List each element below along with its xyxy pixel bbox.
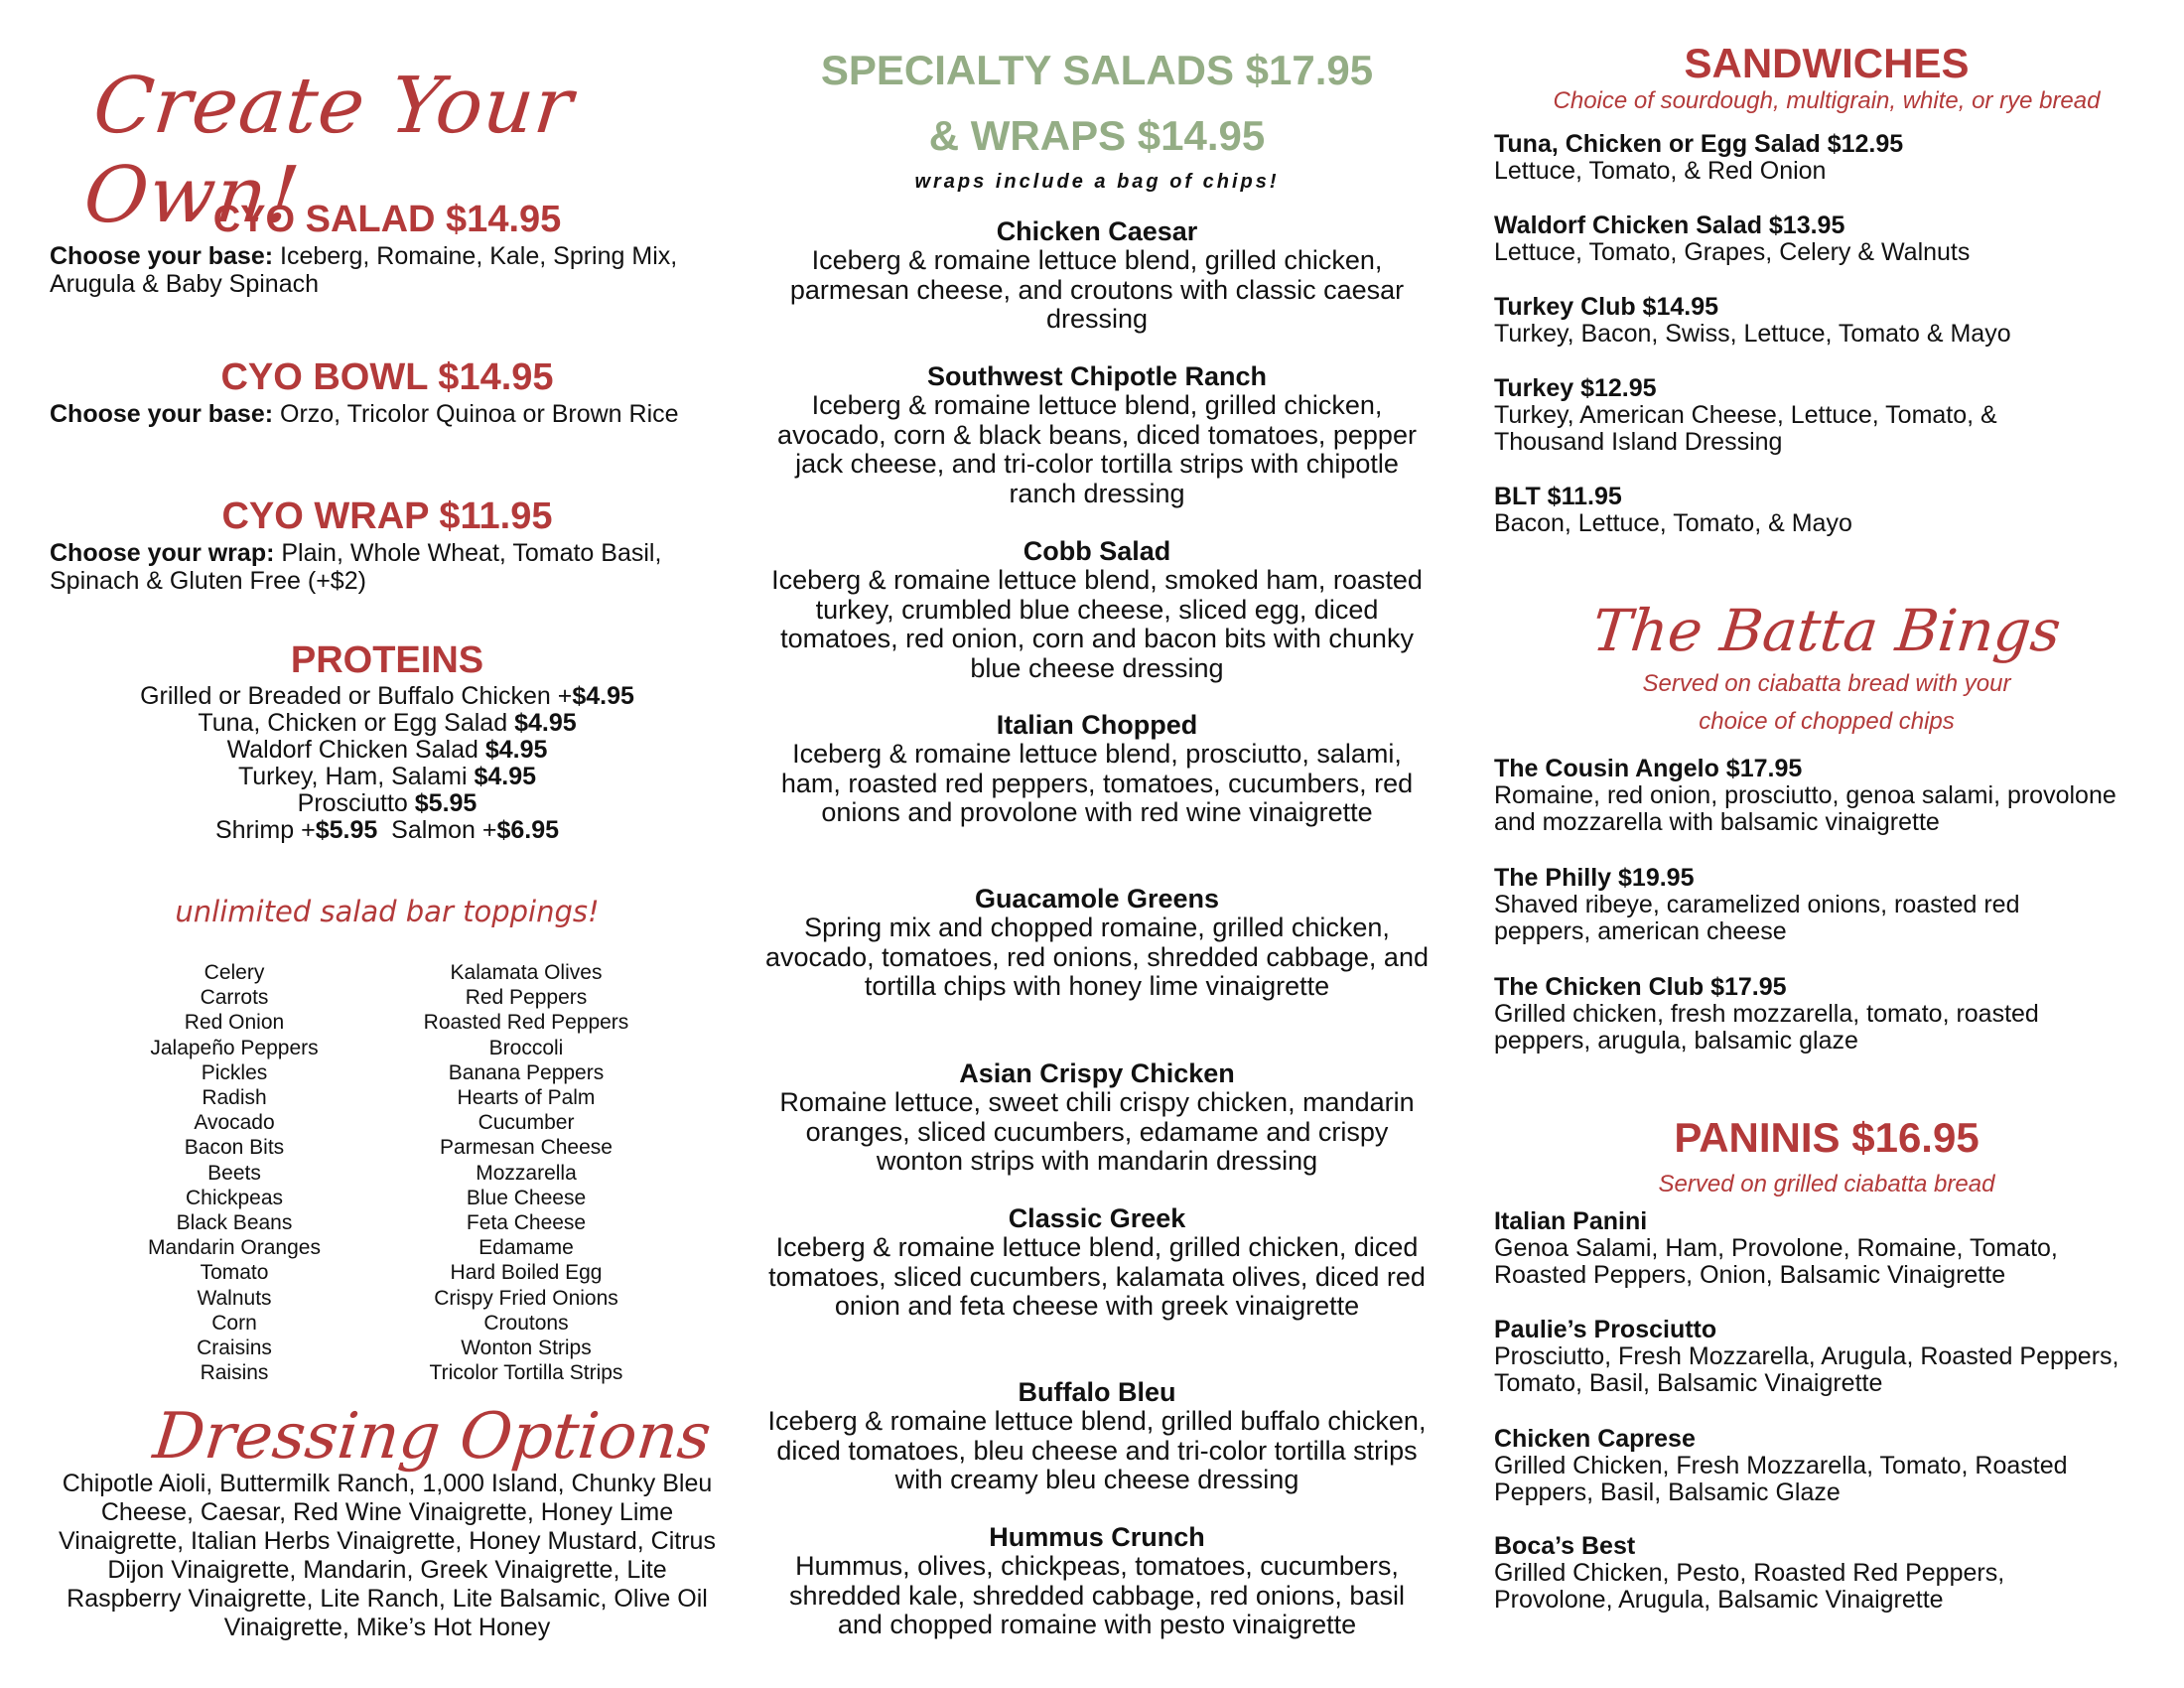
protein-price: $6.95: [496, 816, 560, 844]
topping-item: Beets: [207, 1161, 261, 1185]
topping-item: Radish: [202, 1086, 267, 1110]
cyo-salad-base: [50, 242, 725, 298]
salad-desc: Hummus, olives, chickpeas, tomatoes, cucumbers, shredded kale, shredded cabbage, red onions, basil and chopped romaine with pesto vinaigrette: [789, 1551, 1405, 1639]
salad-name: Hummus Crunch: [989, 1522, 1205, 1552]
cyo-salad-title: CYO SALAD $14.95: [212, 199, 562, 240]
topping-item: Jalapeño Peppers: [150, 1036, 319, 1059]
salad-name: Asian Crispy Chicken: [959, 1058, 1235, 1088]
topping-item: Tomato: [200, 1261, 269, 1285]
topping-item: Blue Cheese: [466, 1186, 587, 1209]
cyo-salad-section: [50, 197, 725, 298]
salad-desc: Iceberg & romaine lettuce blend, grilled chicken, parmesan cheese, and croutons with classic caesar dressing: [789, 245, 1405, 334]
panini-item: [1494, 1425, 2139, 1506]
batta-bings-header: [1494, 596, 2159, 741]
panini-name: Chicken Caprese: [1494, 1425, 1696, 1453]
topping-item: Chickpeas: [185, 1186, 284, 1209]
topping-item: Parmesan Cheese: [440, 1136, 613, 1160]
cyo-bowl-title: CYO BOWL $14.95: [220, 356, 554, 398]
salad-item: [764, 361, 1430, 508]
topping-item: Avocado: [194, 1111, 275, 1135]
topping-item: Bacon Bits: [184, 1136, 285, 1160]
paninis-subtitle: Served on grilled ciabatta bread: [1658, 1171, 1995, 1197]
cyo-bowl-base-label: Choose your base:: [50, 400, 274, 428]
protein-name: Grilled or Breaded or Buffalo Chicken +: [140, 682, 573, 710]
salad-item: [764, 1058, 1430, 1177]
salad-name: Italian Chopped: [996, 710, 1198, 740]
protein-name: Shrimp +: [214, 816, 316, 844]
salad-desc: Iceberg & romaine lettuce blend, grilled buffalo chicken, diced tomatoes, bleu cheese and tri-color tortilla strips with creamy bleu cheese dressing: [767, 1406, 1427, 1494]
topping-item: Craisins: [197, 1336, 272, 1360]
salad-name: Cobb Salad: [1023, 536, 1171, 566]
salad-desc: Iceberg & romaine lettuce blend, smoked ham, roasted turkey, crumbled blue cheese, sliced egg, diced tomatoes, red onion, corn and bacon bits with chunky blue cheese dressing: [771, 565, 1423, 683]
topping-item: Raisins: [200, 1361, 269, 1385]
panini-name: Boca’s Best: [1494, 1532, 1636, 1560]
topping-item: Mozzarella: [476, 1161, 577, 1185]
cyo-salad-base-text: Iceberg, Romaine, Kale, Spring Mix, Arugula & Baby Spinach: [50, 242, 678, 298]
toppings-title-wrap: [50, 894, 725, 929]
topping-item: Cucumber: [478, 1111, 575, 1135]
panini-item: [1494, 1532, 2090, 1614]
cyo-bowl-section: [50, 354, 725, 428]
protein-price: $4.95: [514, 709, 577, 737]
topping-item: Red Peppers: [465, 986, 588, 1010]
topping-item: Mandarin Oranges: [148, 1236, 321, 1260]
topping-item: Croutons: [483, 1311, 569, 1335]
topping-item: Corn: [211, 1311, 257, 1335]
proteins-list: [50, 683, 725, 844]
sandwich-desc: Turkey, Bacon, Swiss, Lettuce, Tomato & Mayo: [1494, 320, 2011, 348]
batta-bing-name: The Cousin Angelo $17.95: [1494, 755, 1803, 782]
sandwiches-header: [1494, 40, 2159, 115]
sandwich-desc: Bacon, Lettuce, Tomato, & Mayo: [1494, 509, 1852, 537]
sandwich-name: Tuna, Chicken or Egg Salad $12.95: [1494, 130, 1904, 158]
panini-name: Paulie’s Prosciutto: [1494, 1316, 1717, 1343]
specialty-title-line2: & WRAPS $14.95: [928, 112, 1266, 159]
salad-name: Guacamole Greens: [974, 884, 1220, 914]
protein-name: Turkey, Ham, Salami: [237, 763, 475, 790]
protein-name: Waldorf Chicken Salad: [226, 736, 485, 764]
cyo-wrap-base-text: Plain, Whole Wheat, Tomato Basil, Spinach & Gluten Free (+$2): [50, 539, 662, 595]
sandwiches-title: SANDWICHES: [1684, 40, 1970, 86]
protein-price: $4.95: [572, 682, 634, 710]
salad-name: Buffalo Bleu: [1018, 1377, 1176, 1407]
salad-item: [764, 216, 1430, 335]
salad-item: [764, 1522, 1430, 1640]
paninis-header: [1494, 1110, 2159, 1203]
protein-name: Tuna, Chicken or Egg Salad: [198, 709, 515, 737]
salad-name: Southwest Chipotle Ranch: [926, 361, 1267, 391]
protein-price: $5.95: [414, 789, 478, 817]
topping-item: Tricolor Tortilla Strips: [429, 1361, 623, 1385]
batta-bing-desc: Grilled chicken, fresh mozzarella, tomato, roasted peppers, arugula, balsamic glaze: [1494, 1000, 2039, 1055]
batta-bing-item: [1494, 973, 2110, 1055]
topping-item: Black Beans: [176, 1211, 293, 1235]
paninis-title: PANINIS $16.95: [1674, 1114, 1979, 1161]
cyo-wrap-section: [50, 493, 725, 595]
sandwich-desc: Turkey, American Cheese, Lettuce, Tomato, & Thousand Island Dressing: [1494, 401, 1997, 456]
salad-item: [764, 1377, 1430, 1495]
protein-line: [50, 764, 725, 790]
salad-desc: Iceberg & romaine lettuce blend, prosciutto, salami, ham, roasted red peppers, tomatoes, cucumbers, red onions and provolone with red wine vinaigrette: [780, 739, 1414, 827]
sandwich-item: [1494, 293, 2159, 348]
protein-line: [50, 817, 725, 844]
salad-name: Chicken Caesar: [996, 216, 1198, 246]
specialty-title-line1: SPECIALTY SALADS $17.95: [820, 47, 1374, 93]
batta-bing-item: [1494, 864, 2110, 945]
panini-desc: Grilled Chicken, Fresh Mozzarella, Tomato, Roasted Peppers, Basil, Balsamic Glaze: [1494, 1452, 2068, 1506]
sandwich-name: BLT $11.95: [1494, 483, 1622, 510]
topping-item: Pickles: [201, 1060, 268, 1084]
salad-desc: Spring mix and chopped romaine, grilled chicken, avocado, tomatoes, red onions, shredded cabbage, and tortilla chips with honey lime vinaigrette: [765, 913, 1429, 1001]
protein-line: [50, 737, 725, 764]
wraps-chips-note: wraps include a bag of chips!: [914, 171, 1280, 193]
topping-item: Carrots: [200, 986, 269, 1010]
cyo-salad-base-label: Choose your base:: [50, 242, 274, 270]
batta-bings-subtitle-2: choice of chopped chips: [1699, 708, 1955, 735]
topping-item: Walnuts: [197, 1286, 272, 1310]
topping-item: Feta Cheese: [466, 1211, 587, 1235]
topping-item: Broccoli: [488, 1036, 564, 1059]
proteins-section: [50, 637, 725, 844]
panini-desc: Prosciutto, Fresh Mozzarella, Arugula, Roasted Peppers, Tomato, Basil, Balsamic Vinaigrette: [1494, 1342, 2119, 1397]
panini-desc: Grilled Chicken, Pesto, Roasted Red Peppers, Provolone, Arugula, Balsamic Vinaigrette: [1494, 1559, 2005, 1614]
batta-bing-name: The Chicken Club $17.95: [1494, 973, 1787, 1001]
sandwiches-subtitle: Choice of sourdough, multigrain, white, or rye bread: [1553, 87, 2101, 114]
salad-name: Classic Greek: [1008, 1203, 1186, 1233]
protein-price: $4.95: [484, 736, 548, 764]
batta-bings-subtitle-1: Served on ciabatta bread with your: [1642, 670, 2011, 697]
batta-bings-title: The Batta Bings: [1588, 597, 2065, 664]
protein-price: $4.95: [474, 763, 537, 790]
topping-item: Edamame: [478, 1236, 574, 1260]
topping-item: Hard Boiled Egg: [450, 1261, 603, 1285]
panini-item: [1494, 1207, 2129, 1289]
sandwich-desc: Lettuce, Tomato, Grapes, Celery & Walnuts: [1494, 238, 1971, 266]
salad-desc: Iceberg & romaine lettuce blend, grilled chicken, diced tomatoes, sliced cucumbers, kalamata olives, diced red onion and feta cheese with greek vinaigrette: [768, 1232, 1426, 1321]
sandwich-item: [1494, 483, 2159, 537]
batta-bing-item: [1494, 755, 2159, 836]
topping-item: Wonton Strips: [461, 1336, 592, 1360]
protein-price: $5.95: [315, 816, 378, 844]
sandwich-desc: Lettuce, Tomato, & Red Onion: [1494, 157, 1827, 185]
salad-desc: Romaine lettuce, sweet chili crispy chicken, mandarin oranges, sliced cucumbers, edamame and crispy wonton strips with mandarin dressing: [779, 1087, 1415, 1176]
sandwich-item: [1494, 211, 2159, 266]
panini-desc: Genoa Salami, Ham, Provolone, Romaine, Tomato, Roasted Peppers, Onion, Balsamic Vinaigrette: [1494, 1234, 2058, 1289]
sandwich-item: [1494, 130, 2159, 185]
salad-item: [764, 536, 1430, 683]
protein-line: [50, 790, 725, 817]
topping-item: Kalamata Olives: [450, 961, 603, 984]
cyo-wrap-base-label: Choose your wrap:: [50, 539, 275, 567]
dressing-title: Dressing Options: [150, 1400, 715, 1474]
protein-line: [50, 710, 725, 737]
batta-bing-desc: Romaine, red onion, prosciutto, genoa salami, provolone and mozzarella with balsamic vinaigrette: [1494, 781, 2116, 836]
sandwich-item: [1494, 374, 2050, 456]
topping-item: Hearts of Palm: [457, 1086, 596, 1110]
sandwich-name: Waldorf Chicken Salad $13.95: [1494, 211, 1845, 239]
cyo-wrap-title: CYO WRAP $11.95: [221, 495, 553, 537]
topping-item: Crispy Fried Onions: [434, 1286, 618, 1310]
dressing-list: Chipotle Aioli, Buttermilk Ranch, 1,000 Island, Chunky Bleu Cheese, Caesar, Red Wine Vinaigrette, Honey Lime Vinaigrette, Italian Herbs Vinaigrette, Honey Mustard, Citrus Dijon Vinaigrette, Mandarin, Greek Vinaigrette, Lite Raspberry Vinaigrette, Lite Ranch, Lite Balsamic, Olive Oil Vinaigrette, Mike’s Hot Honey: [59, 1470, 716, 1641]
cyo-bowl-base-text: Orzo, Tricolor Quinoa or Brown Rice: [273, 400, 679, 428]
topping-item: Roasted Red Peppers: [423, 1011, 629, 1035]
cyo-bowl-base: [50, 400, 725, 428]
toppings-list-left: [105, 960, 363, 1385]
specialty-title: [764, 38, 1430, 169]
create-your-own-title: Create Your Own!: [79, 62, 578, 240]
batta-bing-name: The Philly $19.95: [1494, 864, 1695, 892]
protein-name: Prosciutto: [297, 789, 415, 817]
proteins-title: PROTEINS: [290, 639, 484, 681]
toppings-list-right: [387, 960, 665, 1385]
toppings-title: unlimited salad bar toppings!: [175, 895, 600, 928]
salad-desc: Iceberg & romaine lettuce blend, grilled chicken, avocado, corn & black beans, diced tomatoes, pepper jack cheese, and tri-color tortilla strips with chipotle ranch dressing: [777, 390, 1417, 508]
salad-item: [764, 884, 1430, 1002]
sandwich-name: Turkey Club $14.95: [1494, 293, 1719, 321]
cyo-wrap-base: [50, 539, 725, 595]
salad-item: [764, 1203, 1430, 1322]
topping-item: Celery: [204, 961, 265, 984]
topping-item: Banana Peppers: [448, 1060, 605, 1084]
protein-line: [50, 683, 725, 710]
topping-item: Red Onion: [184, 1011, 285, 1035]
panini-item: [1494, 1316, 2159, 1397]
salad-item: [764, 710, 1430, 828]
sandwich-name: Turkey $12.95: [1494, 374, 1657, 402]
batta-bing-desc: Shaved ribeye, caramelized onions, roasted red peppers, american cheese: [1494, 891, 2020, 945]
protein-name: Salmon +: [391, 816, 497, 844]
panini-name: Italian Panini: [1494, 1207, 1648, 1235]
